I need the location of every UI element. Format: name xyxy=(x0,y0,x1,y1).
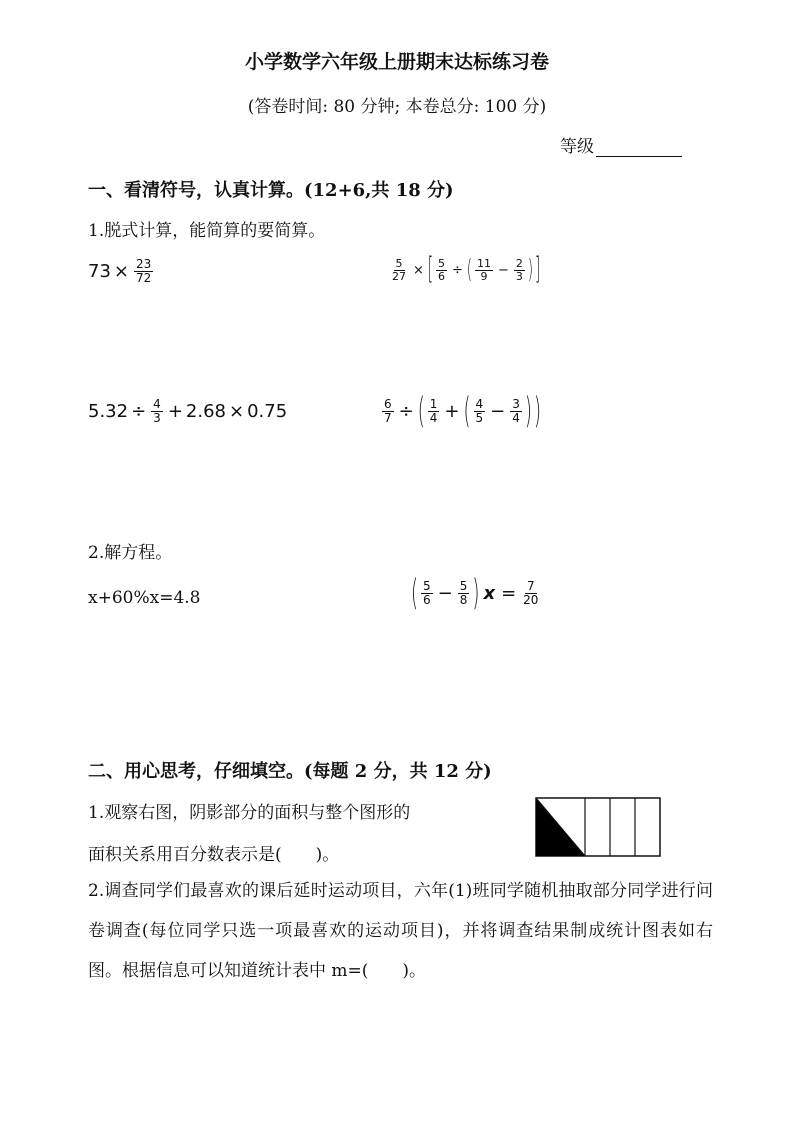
right-paren: ) xyxy=(524,390,532,433)
fraction: $\frac{7}{20}$ xyxy=(523,579,539,608)
page-title: 小学数学六年级上册期末达标练习卷 xyxy=(244,51,549,73)
left-paren: ( xyxy=(417,390,425,433)
equation-2 xyxy=(410,572,542,615)
minus-sign: − xyxy=(490,401,506,423)
s2-q2-text: 2.调查同学们最喜欢的课后延时运动项目，六年(1)班同学随机抽取部分同学进行问卷调查(每位同学只选一项最喜欢的运动项目)，并将调查结果制成统计图表如右图。根据信息可以知道统计表中 m=( )。 xyxy=(88,881,713,981)
grade-blank[interactable] xyxy=(596,138,682,157)
left-paren: ( xyxy=(411,572,419,615)
expression-4 xyxy=(380,390,542,433)
operand: 2.68 xyxy=(185,401,226,423)
q1-label: 1.脱式计算，能简算的要简算。 xyxy=(88,221,326,241)
fraction: $\frac{6}{7}$ xyxy=(384,397,392,426)
operand: 73 xyxy=(88,261,111,283)
exam-info: (答卷时间: 80 分钟; 本卷总分: 100 分) xyxy=(247,97,547,117)
expression-2 xyxy=(388,253,541,288)
times-sign: × xyxy=(413,263,424,279)
plus-sign: + xyxy=(167,401,183,423)
times-sign: × xyxy=(113,261,129,283)
grade-label: 等级 xyxy=(560,137,594,157)
grade-field xyxy=(560,132,682,157)
fraction: $\frac{5}{6}$ xyxy=(423,579,431,608)
right-paren: ) xyxy=(527,255,533,286)
operand: 0.75 xyxy=(247,401,288,423)
section-1-heading: 一、看清符号，认真计算。(12+6,共 18 分) xyxy=(88,180,454,201)
fraction: $\frac{5}{6}$ xyxy=(437,257,445,284)
fraction: $\frac{1}{4}$ xyxy=(429,397,438,426)
right-bracket: ] xyxy=(534,253,541,288)
expression-3 xyxy=(88,398,287,425)
left-bracket: [ xyxy=(427,253,433,288)
equation-1: x+60%x=4.8 xyxy=(88,588,201,608)
fraction: $\frac{23}{72}$ xyxy=(136,257,152,286)
operand: 5.32 xyxy=(88,401,129,423)
fraction: $\frac{5}{27}$ xyxy=(392,257,406,284)
fraction: $\frac{3}{4}$ xyxy=(512,397,520,426)
variable: x xyxy=(483,583,496,605)
expression-1 xyxy=(88,258,155,285)
equals-sign: = xyxy=(501,583,517,605)
plus-sign: + xyxy=(444,401,460,423)
s2-q1-line2: 面积关系用百分数表示是( )。 xyxy=(88,845,340,865)
left-paren: ( xyxy=(463,390,471,433)
shaded-figure xyxy=(535,797,663,859)
section-2-heading: 二、用心思考，仔细填空。(每题 2 分，共 12 分) xyxy=(88,761,492,782)
left-paren: ( xyxy=(466,255,472,286)
right-paren: ) xyxy=(472,572,480,615)
fraction: $\frac{11}{9}$ xyxy=(476,257,491,284)
fraction: $\frac{4}{5}$ xyxy=(475,397,484,426)
divide-sign: ÷ xyxy=(398,401,414,423)
divide-sign: ÷ xyxy=(451,263,463,279)
right-paren: ) xyxy=(533,390,541,433)
fraction: $\frac{5}{8}$ xyxy=(459,579,468,608)
fraction: $\frac{2}{3}$ xyxy=(515,257,523,284)
minus-sign: − xyxy=(437,583,453,605)
q2-label: 2.解方程。 xyxy=(88,543,173,563)
divide-sign: ÷ xyxy=(131,401,147,423)
minus-sign: − xyxy=(497,263,509,279)
s2-q1-line1: 1.观察右图，阴影部分的面积与整个图形的 xyxy=(88,803,411,823)
fraction: $\frac{4}{3}$ xyxy=(153,397,161,426)
times-sign: × xyxy=(228,401,245,423)
